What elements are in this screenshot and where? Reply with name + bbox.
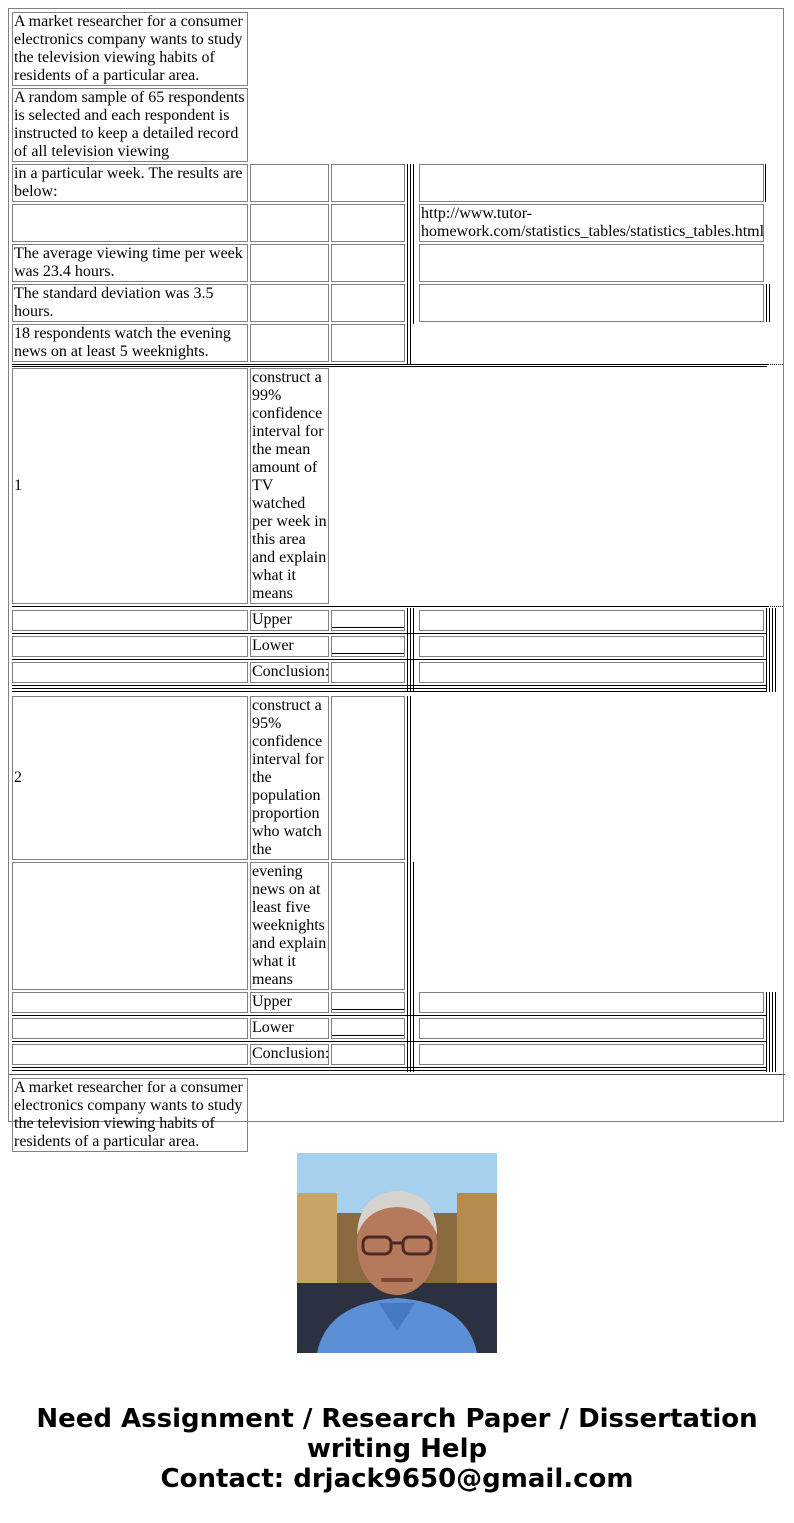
q2-number-cell (12, 696, 248, 860)
answer-underline (332, 627, 404, 628)
empty-cell (419, 1018, 764, 1039)
empty-cell (12, 1018, 248, 1039)
empty-cell (419, 662, 764, 683)
row-separator (767, 606, 783, 607)
portrait-image (297, 1153, 497, 1353)
q2-text-cell-b (250, 862, 329, 990)
row-separator (12, 633, 767, 634)
empty-cell (250, 284, 329, 322)
q1-upper-label: Upper (252, 611, 292, 628)
q2-lower-label-cell (250, 1018, 329, 1039)
row-separator (12, 1067, 767, 1068)
empty-cell (331, 284, 405, 322)
intro-cell-3 (12, 164, 248, 202)
row-separator (12, 606, 767, 607)
empty-cell (419, 1044, 764, 1065)
q1-number-cell (12, 368, 248, 604)
promo-line-2: Contact: drjack9650@gmail.com (160, 1464, 634, 1494)
intro-text-3: in a particular week. The results are below: (14, 165, 243, 200)
column-separator (407, 696, 408, 1072)
column-separator (775, 608, 776, 692)
q1-upper-label-cell (250, 610, 329, 631)
column-separator (410, 164, 411, 364)
intro-cell-2 (12, 88, 248, 162)
row-separator (12, 691, 767, 692)
empty-cell (12, 204, 248, 242)
column-separator (407, 164, 408, 364)
empty-cell (250, 324, 329, 362)
row-separator (12, 659, 767, 660)
empty-cell (331, 324, 405, 362)
column-separator (766, 284, 767, 322)
q2-upper-input[interactable] (331, 992, 405, 1013)
q2-text-a: construct a 95% confidence interval for the population proportion who watch the (252, 697, 324, 858)
column-separator (769, 284, 770, 322)
column-separator (772, 608, 773, 692)
promo-footer (0, 1404, 794, 1494)
q2-lower-label: Lower (252, 1019, 294, 1036)
intro-text-1: A market researcher for a consumer electronics company wants to study the television viewing habits of residents of a particular area. (14, 13, 243, 84)
q2-upper-label-cell (250, 992, 329, 1013)
column-separator (772, 992, 773, 1072)
empty-cell (250, 164, 329, 202)
q2-upper-label: Upper (252, 993, 292, 1010)
empty-cell (12, 862, 248, 990)
q1-text-cell (250, 368, 329, 604)
q1-number: 1 (14, 477, 22, 494)
empty-cell (331, 164, 405, 202)
row-separator (12, 364, 767, 365)
q1-lower-label-cell (250, 636, 329, 657)
repeat-intro-text: A market researcher for a consumer electronics company wants to study the television viewing habits of residents of a particular area. (14, 1079, 243, 1150)
page-break-line (9, 1074, 785, 1075)
empty-cell (419, 284, 764, 322)
empty-cell (331, 244, 405, 282)
column-separator (410, 696, 411, 1072)
tables-link[interactable]: http://www.tutor-homework.com/statistics_tables/statistics_tables.html (421, 205, 765, 240)
news-cell (12, 324, 248, 362)
row-separator (12, 1070, 767, 1071)
q1-conclusion-label-cell (250, 662, 329, 683)
row-separator (12, 685, 767, 686)
q2-number: 2 (14, 769, 22, 786)
q1-conclusion-input[interactable] (331, 662, 405, 683)
q2-text-b: evening news on at least five weeknights and explain what it means (252, 863, 327, 988)
column-separator (413, 164, 414, 324)
repeat-intro-cell (12, 1078, 248, 1152)
column-separator (410, 608, 411, 692)
intro-cell-1 (12, 12, 248, 86)
empty-cell (419, 992, 764, 1013)
sd-text: The standard deviation was 3.5 hours. (14, 285, 214, 320)
answer-underline (332, 1035, 404, 1036)
empty-cell (12, 636, 248, 657)
empty-cell (331, 862, 405, 990)
column-separator (413, 608, 414, 692)
row-separator (12, 366, 767, 367)
column-separator (766, 608, 767, 692)
row-separator (12, 1015, 767, 1016)
empty-cell (419, 636, 764, 657)
news-text: 18 respondents watch the evening news on at least 5 weeknights. (14, 325, 231, 360)
empty-cell (419, 164, 764, 202)
empty-cell (12, 610, 248, 631)
empty-cell (12, 992, 248, 1013)
intro-text-2: A random sample of 65 respondents is selected and each respondent is instructed to keep a detailed record of all television viewing (14, 89, 245, 160)
author-photo (297, 1153, 497, 1353)
q1-upper-input[interactable] (331, 610, 405, 631)
q2-conclusion-label: Conclusion: (252, 1045, 330, 1062)
column-separator (407, 608, 408, 692)
answer-underline (332, 1009, 404, 1010)
column-separator (769, 992, 770, 1072)
empty-cell (12, 1044, 248, 1065)
q2-conclusion-label-cell (250, 1044, 329, 1065)
q2-conclusion-input[interactable] (331, 1044, 405, 1065)
column-separator (775, 992, 776, 1072)
empty-cell (419, 610, 764, 631)
q1-text: construct a 99% confidence interval for the mean amount of TV watched per week in this area and explain what it means (252, 369, 327, 602)
column-separator (766, 992, 767, 1072)
q2-text-cell-a (250, 696, 329, 860)
column-separator (765, 164, 766, 202)
document-frame (8, 8, 784, 1150)
q1-lower-label: Lower (252, 637, 294, 654)
empty-cell (331, 696, 405, 860)
q2-lower-input[interactable] (331, 1018, 405, 1039)
avg-cell (12, 244, 248, 282)
promo-line-1: Need Assignment / Research Paper / Dissertation writing Help (36, 1404, 758, 1464)
empty-cell (12, 662, 248, 683)
empty-cell (331, 204, 405, 242)
row-separator (12, 1041, 767, 1042)
column-separator (769, 608, 770, 692)
row-separator (12, 688, 767, 689)
answer-underline (332, 653, 404, 654)
q1-lower-input[interactable] (331, 636, 405, 657)
avg-text: The average viewing time per week was 23.4 hours. (14, 245, 243, 280)
row-separator (767, 364, 783, 365)
tables-link-cell (419, 204, 764, 242)
column-separator (413, 862, 414, 1072)
empty-cell (250, 244, 329, 282)
sd-cell (12, 284, 248, 322)
q1-conclusion-label: Conclusion: (252, 663, 330, 680)
empty-cell (419, 244, 764, 282)
empty-cell (250, 204, 329, 242)
